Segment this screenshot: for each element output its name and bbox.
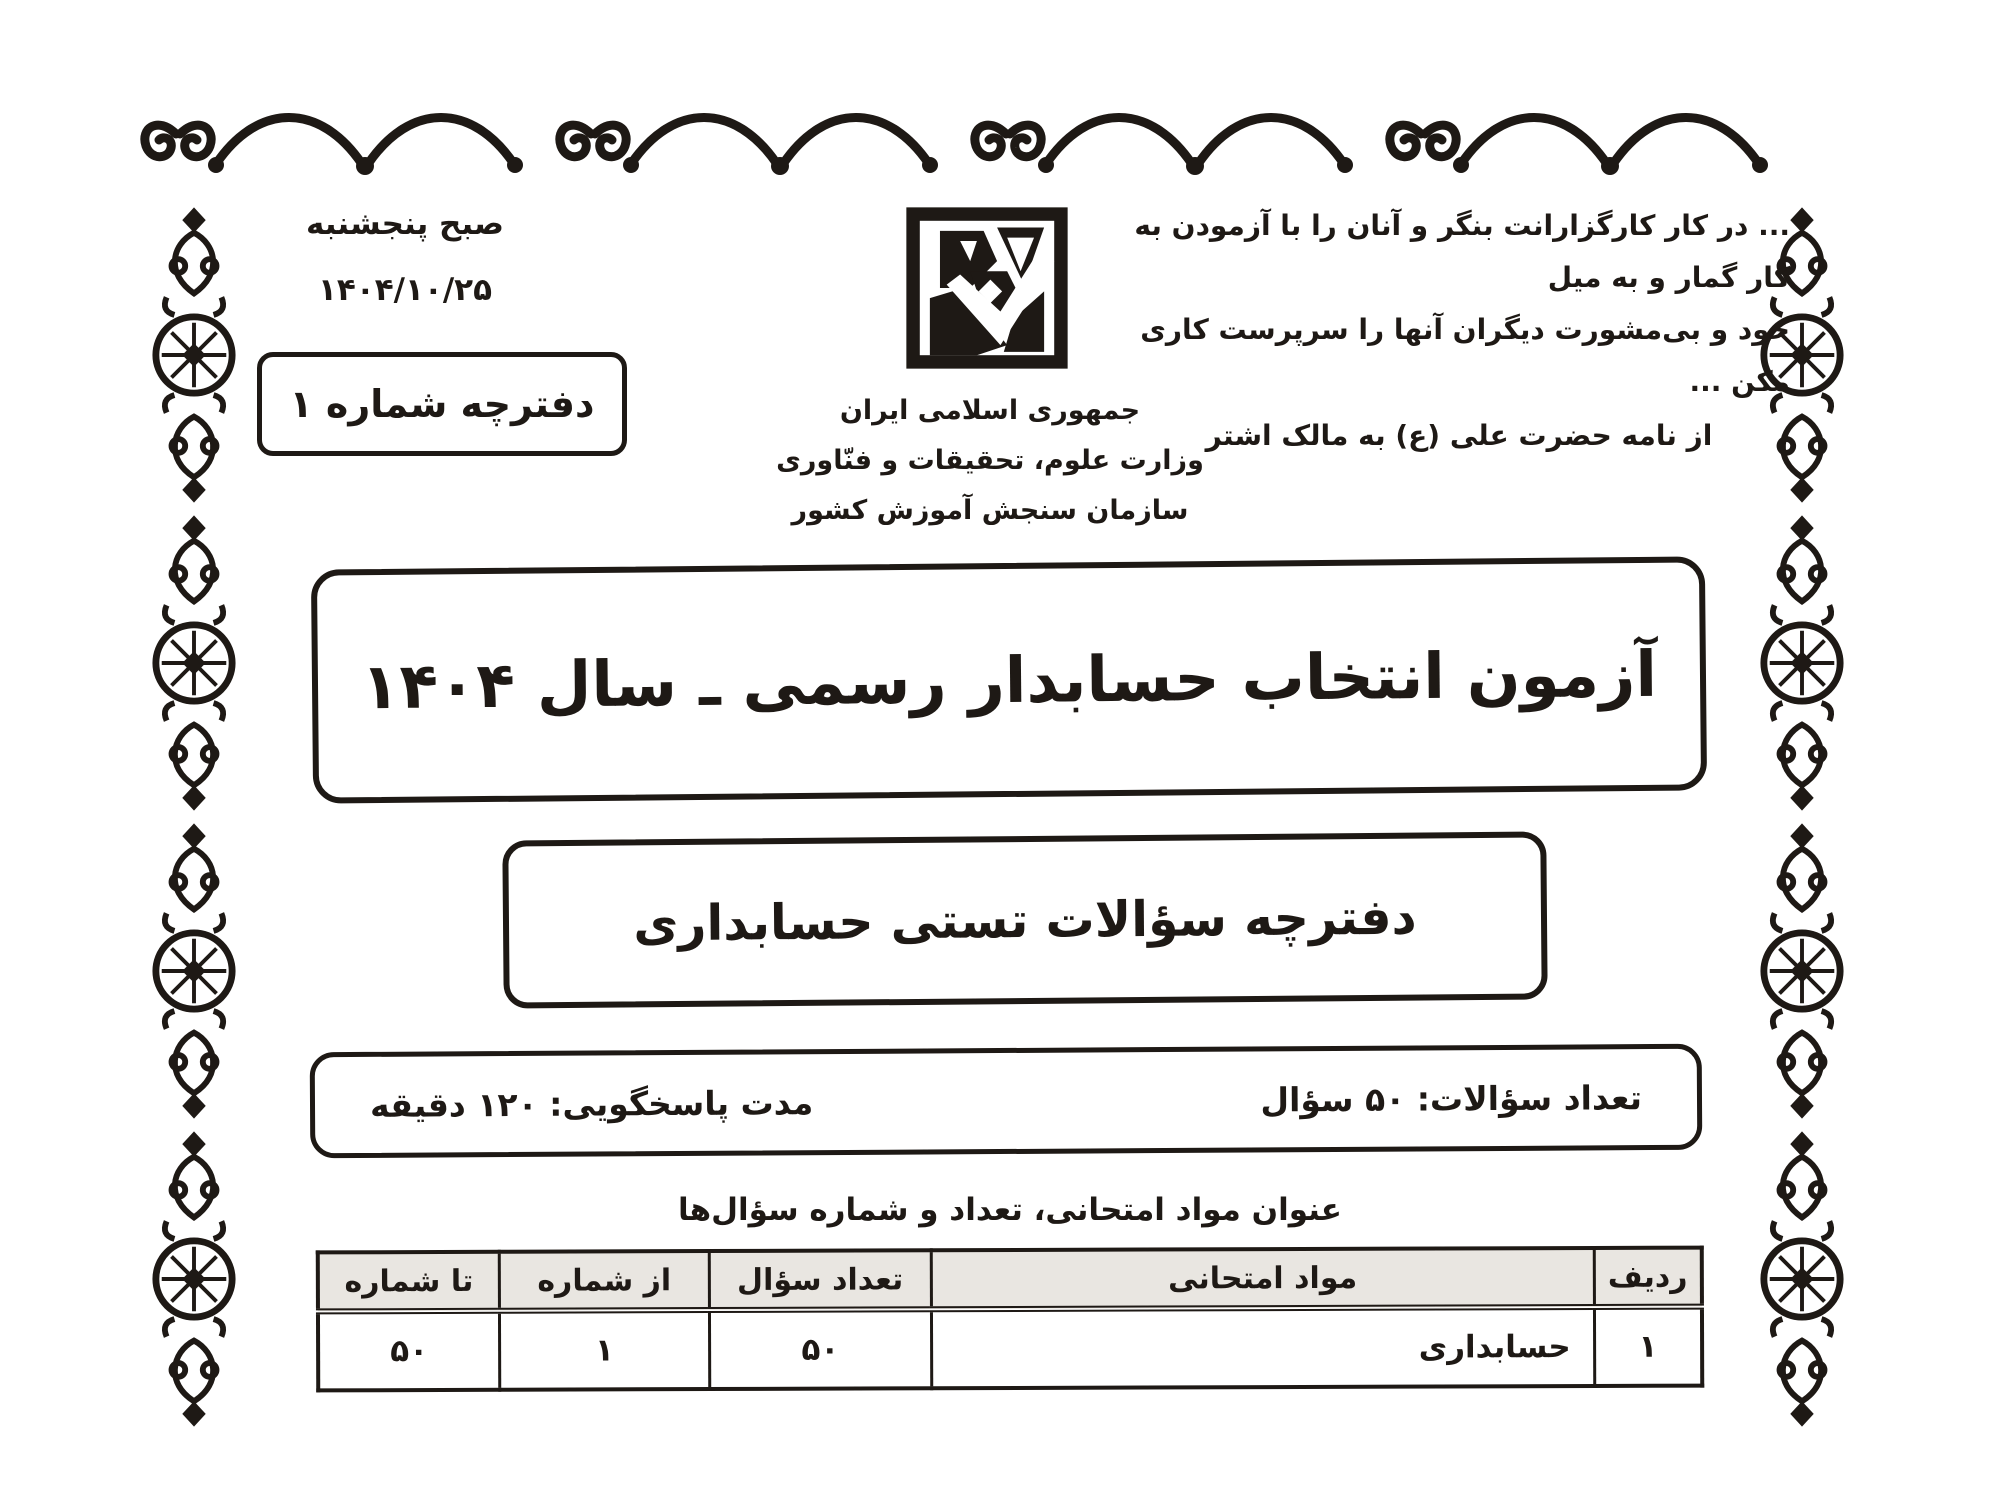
quote-line-1: ... در کار کارگزارانت بنگر و آنان را با آزمودن به کار گمار و به میل [1134, 209, 1790, 294]
table-header-row [318, 1248, 1702, 1312]
session-time: صبح پنجشنبه [305, 206, 505, 242]
cell-to-number: ۵۰ [318, 1311, 500, 1391]
table-row [318, 1307, 1702, 1391]
org-country: جمهوری اسلامی ایران [839, 395, 1141, 426]
exam-subjects-table-wrap [316, 1246, 1704, 1393]
header-row-number: ردیف [1594, 1248, 1702, 1307]
org-ministry: وزارت علوم، تحقیقات و فنّاوری [776, 445, 1204, 476]
table-caption: عنوان مواد امتحانی، تعداد و شماره سؤال‌ها [678, 1192, 1342, 1228]
exam-title-box [311, 556, 1707, 803]
booklet-subtitle-box [502, 831, 1547, 1008]
org-agency: سازمان سنجش آموزش کشور [791, 495, 1189, 526]
cell-from-number: ۱ [500, 1310, 710, 1390]
booklet-subtitle: دفترچه سؤالات تستی حسابداری [633, 888, 1417, 952]
exam-subjects-table [316, 1246, 1704, 1393]
header-subject: مواد امتحانی [931, 1248, 1594, 1309]
cell-row-number: ۱ [1594, 1307, 1702, 1386]
exam-info-bar [310, 1044, 1703, 1159]
left-border-ornament [150, 192, 238, 1442]
top-scroll-border-ornament [138, 110, 1798, 190]
exam-title: آزمون انتخاب حسابدار رسمی ـ سال ۱۴۰۴ [360, 637, 1658, 723]
answering-duration: مدت پاسخگویی: ۱۲۰ دقیقه [369, 1082, 814, 1125]
booklet-number-label: دفترچه شماره ۱ [289, 382, 595, 426]
organization-block [738, 386, 1242, 536]
questions-count: تعداد سؤالات: ۵۰ سؤال [1260, 1077, 1643, 1119]
cell-question-count: ۵۰ [709, 1309, 932, 1389]
exam-session-block [282, 206, 528, 308]
cell-subject: حسابداری [931, 1307, 1594, 1388]
sanjesh-logo-icon [903, 202, 1071, 374]
header-question-count: تعداد سؤال [709, 1250, 932, 1310]
booklet-number-box [257, 352, 627, 456]
session-date: ۱۴۰۴/۱۰/۲۵ [317, 272, 492, 308]
quote-attribution: از نامه حضرت علی (ع) به مالک اشتر [1205, 419, 1713, 452]
header-to-number: تا شماره [318, 1252, 500, 1312]
header-from-number: از شماره [499, 1251, 709, 1311]
quote-line-2: خود و بی‌مشورت دیگران آنها را سرپرست کاری مکن ... [1140, 313, 1790, 398]
